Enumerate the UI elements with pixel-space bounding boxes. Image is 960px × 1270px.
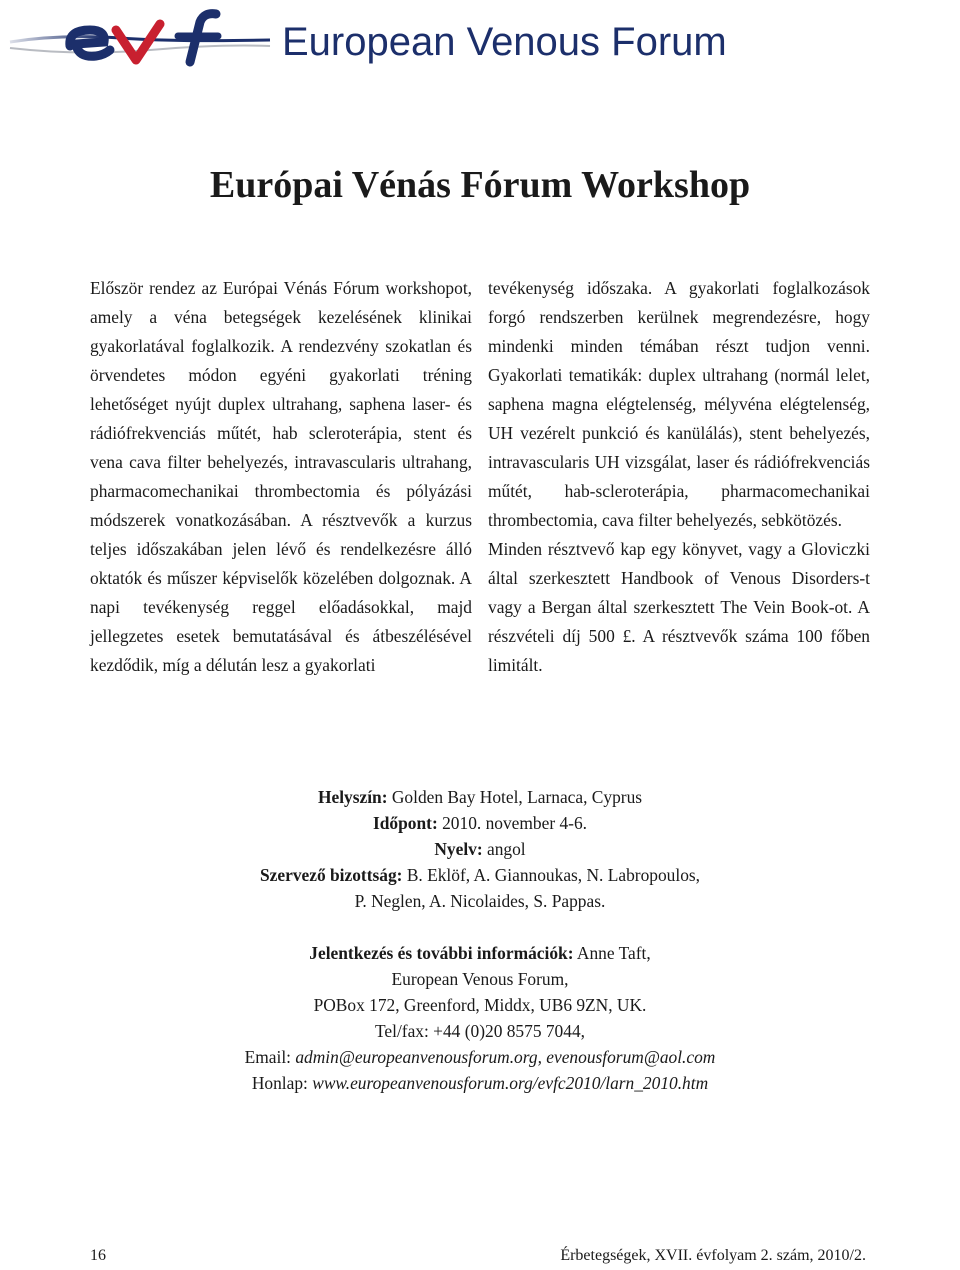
committee-label: Szervező bizottság: [259,865,403,885]
contact-name: Anne Taft, [576,943,651,963]
body-column-left [90,274,472,680]
committee-line-2: P. Neglen, A. Nicolaides, S. Pappas. [354,891,606,911]
contact-label: Jelentkezés és további információk: [309,943,574,963]
contact-tel: Tel/fax: +44 (0)20 8575 7044, [375,1021,585,1041]
event-info [0,784,960,1096]
body-column-right [488,274,870,680]
contact-address: POBox 172, Greenford, Middx, UB6 9ZN, UK. [313,995,647,1015]
contact-line [0,940,960,966]
spacer [0,914,960,940]
email-label: Email: [244,1047,291,1067]
body-paragraph: Először rendez az Európai Vénás Fórum workshopot, amely a véna betegségek kezelésének klinikai gyakorlatával foglalkozik. A rendezvény szokatlan és örvendetes módon egyéni gyakorlati tréning lehetőséget nyújt duplex ultrahang, saphena laser- és rádiófrekvenciás műtét, hab scleroterápia, stent és vena cava filter behelyezés, intravascularis ultrahang, pharmacomechanikai thrombectomia és pólyázási módszerek vonatkozásában. A résztvevők a kurzus teljes időszakában jelen lévő és rendelkezésre álló oktatók és műszer képviselők közelében dolgoznak. A napi tevékenység reggel előadásokkal, majd jellegzetes esetek bemutatásával és átbeszélésével kezdődik, míg a délután lesz a gyakorlati [90,278,472,675]
header-banner [0,0,960,80]
contact-org: European Venous Forum, [391,969,569,989]
page-number: 16 [90,1247,106,1264]
body-paragraph: tevékenység időszaka. A gyakorlati foglalkozások forgó rendszerben kerülnek megrendezésre, hogy mindenki minden témában részt tudjon venni. Gyakorlati tematikák: duplex ultrahang (normál lelet, saphena magna elégtelenség, mélyvéna elégtelenség, UH vezérelt punkció és kanülálás), stent behelyezés, intravascularis UH vizsgálat, laser és rádiófrekvenciás műtét, hab-scleroterápia, pharmacomechanikai thrombectomia, cava filter behelyezés, sebkötözés. [488,278,870,530]
journal-footer: Érbetegségek, XVII. évfolyam 2. szám, 2010/2. [560,1247,866,1264]
evf-logo-icon [0,0,280,80]
email-link[interactable]: admin@europeanvenousforum.org, evenousforum@aol.com [295,1047,716,1067]
website-line [0,1070,960,1096]
language-label: Nyelv: [434,839,483,859]
logo-text: European Venous Forum [282,20,727,64]
venue-value: Golden Bay Hotel, Larnaca, Cyprus [391,787,643,807]
date-label: Időpont: [372,813,438,833]
page-title: Európai Vénás Fórum Workshop [209,164,751,206]
language-value: angol [487,839,526,859]
venue-line [0,784,960,810]
email-line [0,1044,960,1070]
date-value: 2010. november 4-6. [442,813,588,833]
website-label: Honlap: [251,1073,308,1093]
language-line [0,836,960,862]
committee-value: B. Eklöf, A. Giannoukas, N. Labropoulos, [406,865,701,885]
body-paragraph: Minden résztvevő kap egy könyvet, vagy a Gloviczki által szerkesztett Handbook of Venous Disorders-t vagy a Bergan által szerkesztett The Vein Book-ot. A részvételi díj 500 £. A résztvevők száma 100 főben limitált. [488,539,870,675]
venue-label: Helyszín: [317,787,388,807]
date-line [0,810,960,836]
website-link[interactable]: www.europeanvenousforum.org/evfc2010/larn_2010.htm [312,1073,709,1093]
committee-line [0,862,960,888]
